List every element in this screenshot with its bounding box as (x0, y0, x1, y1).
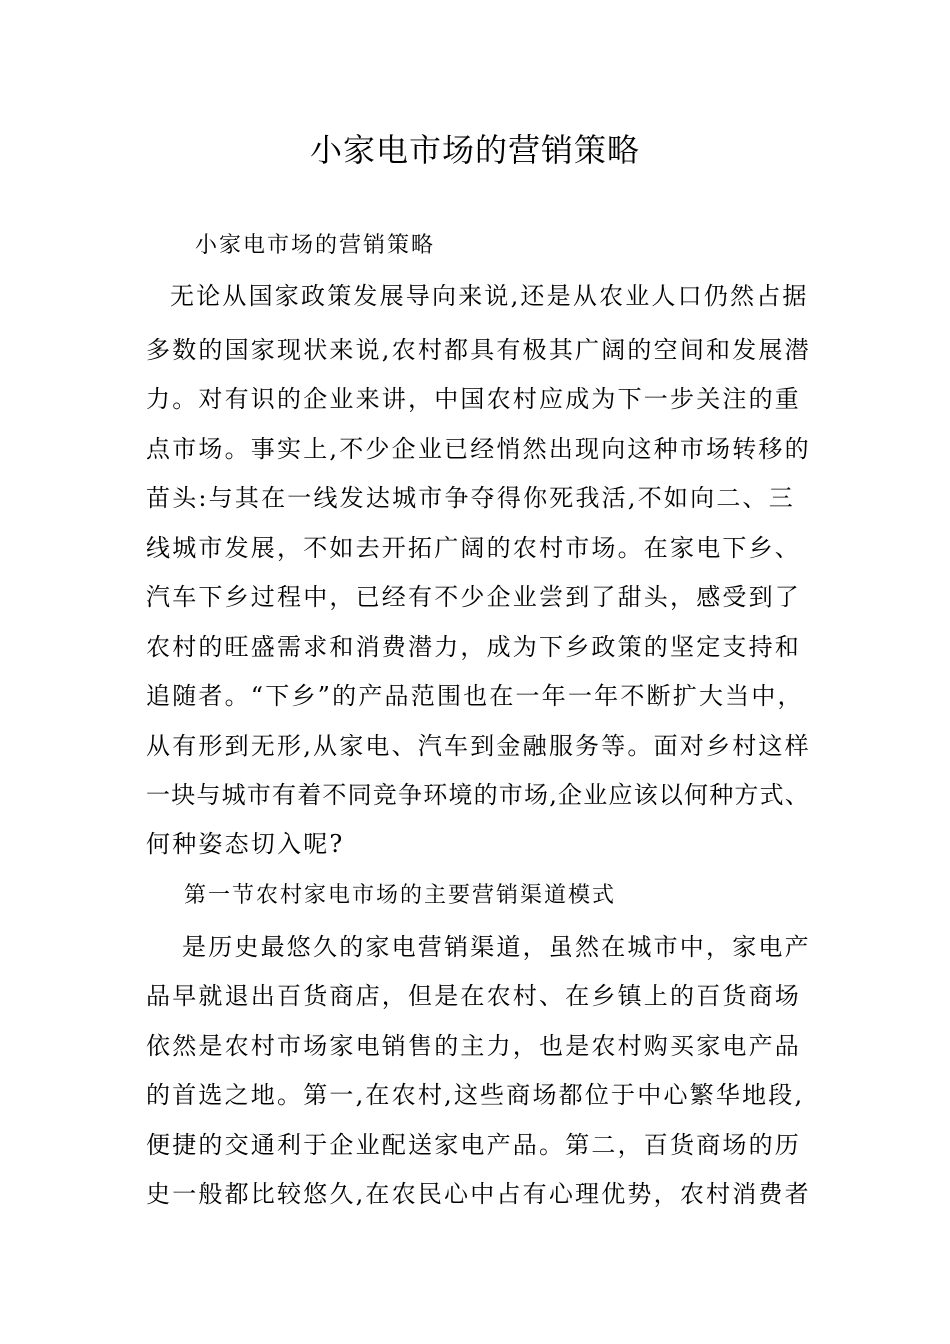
paragraph-line: 追随者。“下乡”的产品范围也在一年一年不断扩大当中， (146, 682, 804, 710)
paragraph-line: 是历史最悠久的家电营销渠道，虽然在城市中，家电产 (182, 933, 811, 961)
paragraph-line: 苗头:与其在一线发达城市争夺得你死我活,不如向二、三 (146, 484, 795, 512)
paragraph-line: 的首选之地。第一,在农村,这些商场都位于中心繁华地段, (146, 1081, 805, 1109)
paragraph-line: 何种姿态切入呢? (146, 830, 345, 858)
section-heading: 第一节农村家电市场的主要营销渠道模式 (184, 883, 617, 908)
document-title: 小家电市场的营销策略 (309, 131, 640, 169)
paragraph-line: 点市场。事实上,不少企业已经悄然出现向这种市场转移的 (146, 435, 811, 463)
document-subtitle: 小家电市场的营销策略 (195, 233, 436, 258)
paragraph-line: 史一般都比较悠久,在农民心中占有心理优势，农村消费者 (146, 1180, 811, 1208)
paragraph-line: 线城市发展，不如去开拓广阔的农村市场。在家电下乡、 (146, 534, 801, 562)
paragraph-line: 汽车下乡过程中，已经有不少企业尝到了甜头，感受到了 (146, 583, 801, 611)
paragraph-line: 农村的旺盛需求和消费潜力，成为下乡政策的坚定支持和 (146, 633, 801, 661)
paragraph-line: 依然是农村市场家电销售的主力，也是农村购买家电产品 (146, 1032, 801, 1060)
paragraph-line: 无论从国家政策发展导向来说,还是从农业人口仍然占据 (170, 282, 809, 310)
paragraph-line: 一块与城市有着不同竞争环境的市场,企业应该以何种方式、 (146, 781, 811, 809)
paragraph-line: 多数的国家现状来说,农村都具有极其广阔的空间和发展潜 (146, 336, 811, 364)
paragraph-line: 从有形到无形,从家电、汽车到金融服务等。面对乡村这样 (146, 732, 811, 760)
paragraph-line: 品早就退出百货商店，但是在农村、在乡镇上的百货商场 (146, 982, 801, 1010)
paragraph-line: 力。对有识的企业来讲，中国农村应成为下一步关注的重 (146, 385, 801, 413)
paragraph-line: 便捷的交通利于企业配送家电产品。第二，百货商场的历 (146, 1131, 801, 1159)
